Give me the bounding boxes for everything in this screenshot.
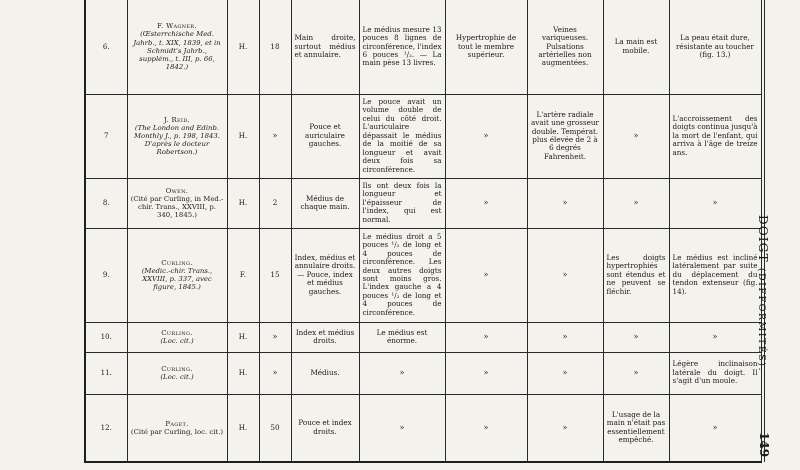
case-source — [127, 178, 227, 228]
soft-tissue-state: » — [445, 394, 527, 462]
case-age: 15 — [259, 228, 291, 322]
remarks: La peau était dure, résistante au toucher (fig. 13.) — [669, 0, 761, 94]
function-state: » — [603, 178, 669, 228]
dimensions: Le médius droit a 5 pouces ¹/₂ de long et 4 pouces de circonférence. Les deux autres doigts sont moins gros. L'index gauche a 4 pouces ¹/₂ de long et 4 pouces de circonférence. — [359, 228, 445, 322]
soft-tissue-state: » — [445, 94, 527, 178]
soft-tissue-state: » — [445, 352, 527, 394]
affected-parts: Index, médius et annulaire droits. — Pouce, index et médius gauches. — [291, 228, 359, 322]
dimensions: » — [359, 352, 445, 394]
table-row — [85, 394, 761, 462]
vessels-state: » — [527, 228, 603, 322]
remarks: L'accroissement des doigts continua jusqu'à la mort de l'enfant, qui arriva à l'âge de treize ans. — [669, 94, 761, 178]
bibliographic-reference: (Loc. cit.) — [160, 337, 194, 345]
case-source — [127, 0, 227, 94]
remarks: » — [669, 394, 761, 462]
table-row — [85, 0, 761, 94]
author-name: J. Reid. — [163, 115, 191, 124]
affected-parts: Index et médius droits. — [291, 322, 359, 352]
case-source — [127, 352, 227, 394]
table-row — [85, 352, 761, 394]
case-sex: H. — [227, 394, 259, 462]
affected-parts: Médius. — [291, 352, 359, 394]
dimensions: Le pouce avait un volume double de celui du côté droit. L'auriculaire dépassait le médius de la moitié de sa longueur et avait deux fois sa circonférence. — [359, 94, 445, 178]
function-state: » — [603, 352, 669, 394]
vessels-state: Veines variqueuses. Pulsations artérielles non augmentées. — [527, 0, 603, 94]
case-number: 7 — [85, 94, 127, 178]
remarks: » — [669, 178, 761, 228]
soft-tissue-state: » — [445, 178, 527, 228]
author-name: Curling. — [161, 364, 193, 373]
case-source — [127, 394, 227, 462]
dimensions: » — [359, 394, 445, 462]
soft-tissue-state: » — [445, 228, 527, 322]
function-state: » — [603, 94, 669, 178]
case-number: 6. — [85, 0, 127, 94]
affected-parts: Pouce et index droits. — [291, 394, 359, 462]
affected-parts: Main droite, surtout médius et annulaire. — [291, 0, 359, 94]
affected-parts: Médius de chaque main. — [291, 178, 359, 228]
case-table — [84, 0, 762, 463]
author-name: Curling. — [161, 258, 193, 267]
case-sex: H. — [227, 0, 259, 94]
remarks: Le médius est incliné latéralement par suite du déplacement du tendon extenseur (fig. 14). — [669, 228, 761, 322]
case-source — [127, 322, 227, 352]
affected-parts: Pouce et auriculaire gauches. — [291, 94, 359, 178]
vessels-state: » — [527, 352, 603, 394]
case-age: » — [259, 322, 291, 352]
author-name: Curling. — [161, 328, 193, 337]
function-state: Les doigts hypertrophiés sont étendus et ne peuvent se fléchir. — [603, 228, 669, 322]
author-name: Owen. — [165, 186, 189, 195]
dimensions: Ils ont deux fois la longueur et l'épaisseur de l'index, qui est normal. — [359, 178, 445, 228]
remarks: » — [669, 322, 761, 352]
vessels-state: L'artère radiale avait une grosseur double. Températ. plus élevée de 2 à 6 degrés Fahrenheit. — [527, 94, 603, 178]
vessels-state: » — [527, 178, 603, 228]
page-number: 149 — [757, 432, 771, 458]
case-age: 50 — [259, 394, 291, 462]
case-age: 2 — [259, 178, 291, 228]
dimensions: Le médius mesure 13 pouces 8 lignes de circonférence, l'index 6 pouces ¹/₂. — La main pèse 13 livres. — [359, 0, 445, 94]
case-source — [127, 94, 227, 178]
case-number: 10. — [85, 322, 127, 352]
vessels-state: » — [527, 394, 603, 462]
bibliographic-reference: (Cité par Curling, loc. cit.) — [130, 427, 224, 436]
bibliographic-reference: (Loc. cit.) — [160, 373, 194, 381]
soft-tissue-state: Hypertrophie de tout le membre supérieur. — [445, 0, 527, 94]
case-age: » — [259, 94, 291, 178]
bibliographic-reference: (Œsterrchische Med. Jahrb., t. XIX, 1839, et in Schmidt's Jahrb., supplém., t. III, p. 66, 1842.) — [133, 30, 221, 72]
dimensions: Le médius est énorme. — [359, 322, 445, 352]
case-sex: F. — [227, 228, 259, 322]
case-number: 11. — [85, 352, 127, 394]
case-age: 18 — [259, 0, 291, 94]
case-number: 12. — [85, 394, 127, 462]
table-row — [85, 178, 761, 228]
running-header — [756, 215, 770, 372]
table-row — [85, 94, 761, 178]
table-row — [85, 228, 761, 322]
bibliographic-reference: (Medic.-chir. Trans., XXVIII, p. 337, avec figure, 1845.) — [141, 266, 213, 292]
table-row — [85, 322, 761, 352]
case-number: 9. — [85, 228, 127, 322]
case-sex: H. — [227, 178, 259, 228]
author-name: Paget. — [165, 419, 189, 428]
case-age: » — [259, 352, 291, 394]
remarks: Légère inclinaison latérale du doigt. Il s'agit d'un moule. — [669, 352, 761, 394]
function-state: L'usage de la main n'était pas essentiellement empêché. — [603, 394, 669, 462]
author-name: F. Wagner. — [157, 22, 197, 31]
case-number: 8. — [85, 178, 127, 228]
vessels-state: » — [527, 322, 603, 352]
bibliographic-reference: (The London and Edinb. Monthly J., p. 198, 1843. D'après le docteur Robertson.) — [134, 123, 220, 157]
case-sex: H. — [227, 352, 259, 394]
case-source — [127, 228, 227, 322]
soft-tissue-state: » — [445, 322, 527, 352]
case-sex: H. — [227, 94, 259, 178]
bibliographic-reference: (Cité par Curling, in Med.-chir. Trans., XXVIII, p. 340, 1845.) — [130, 194, 224, 220]
function-state: » — [603, 322, 669, 352]
case-sex: H. — [227, 322, 259, 352]
function-state: La main est mobile. — [603, 0, 669, 94]
running-title: DOIGT — [756, 215, 770, 263]
running-subtitle: (DIFFORMITÉS). — [756, 267, 767, 372]
